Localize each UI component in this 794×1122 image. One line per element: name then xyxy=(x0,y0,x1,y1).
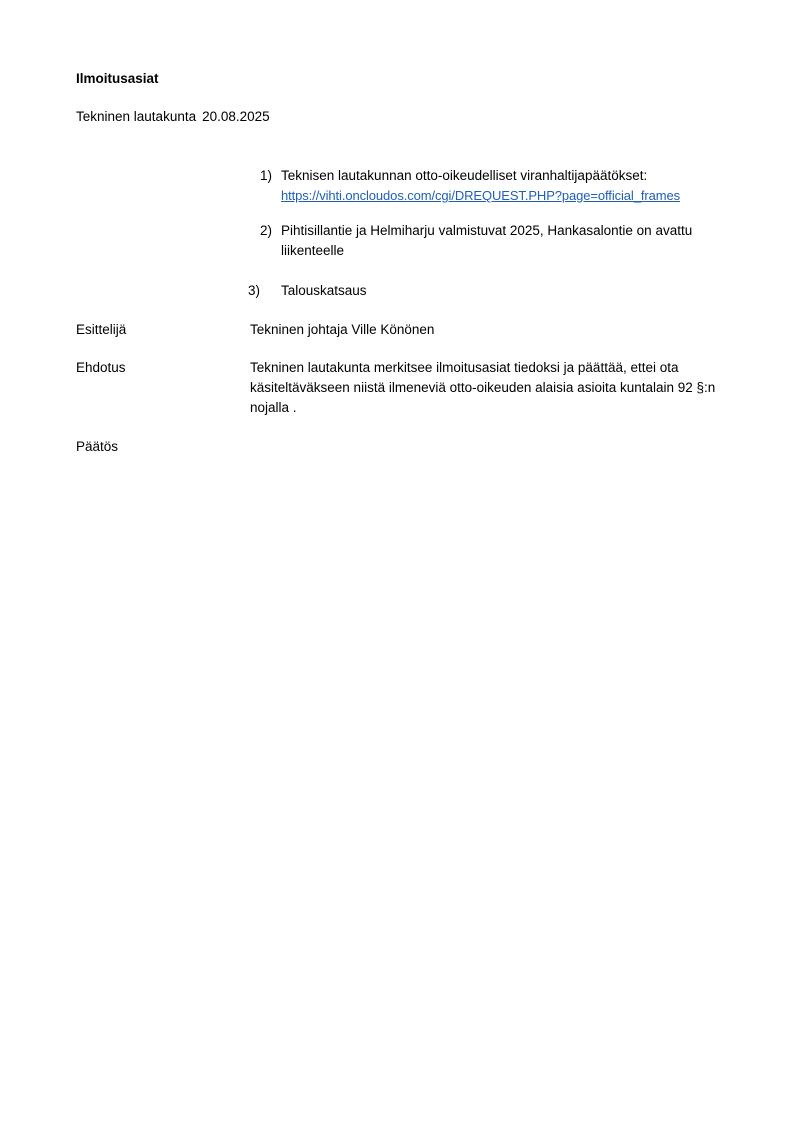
document-heading: Ilmoitusasiat xyxy=(76,71,159,86)
list-item-number: 1) xyxy=(259,168,272,183)
presenter-label: Esittelijä xyxy=(76,322,127,337)
meeting-line xyxy=(76,109,270,124)
list-item-text: Talouskatsaus xyxy=(281,283,367,298)
list-item-number: 3) xyxy=(248,283,261,298)
presenter-value: Tekninen johtaja Ville Könönen xyxy=(250,322,435,337)
list-item-3 xyxy=(248,281,718,303)
meeting-body: Tekninen lautakunta xyxy=(76,109,197,124)
list-item-2 xyxy=(248,221,718,265)
proposal-value: Tekninen lautakunta merkitsee ilmoitusasiat tiedoksi ja päättää, ettei ota käsiteltäväkseen niistä ilmeneviä otto-oikeuden alaisia asioita kuntalain 92 §:n nojalla . xyxy=(250,360,716,415)
list-item-1 xyxy=(248,166,718,210)
decisions-link[interactable]: https://vihti.oncloudos.com/cgi/DREQUEST.PHP?page=official_frames xyxy=(281,188,680,203)
meeting-date: 20.08.2025 xyxy=(202,109,270,124)
list-item-text: Teknisen lautakunnan otto-oikeudelliset viranhaltijapäätökset: xyxy=(281,168,648,183)
proposal-label: Ehdotus xyxy=(76,360,126,375)
decision-label: Päätös xyxy=(76,439,119,454)
list-item-number: 2) xyxy=(259,223,272,238)
list-item-text: Pihtisillantie ja Helmiharju valmistuvat 2025, Hankasalontie on avattu liikenteelle xyxy=(281,223,693,258)
